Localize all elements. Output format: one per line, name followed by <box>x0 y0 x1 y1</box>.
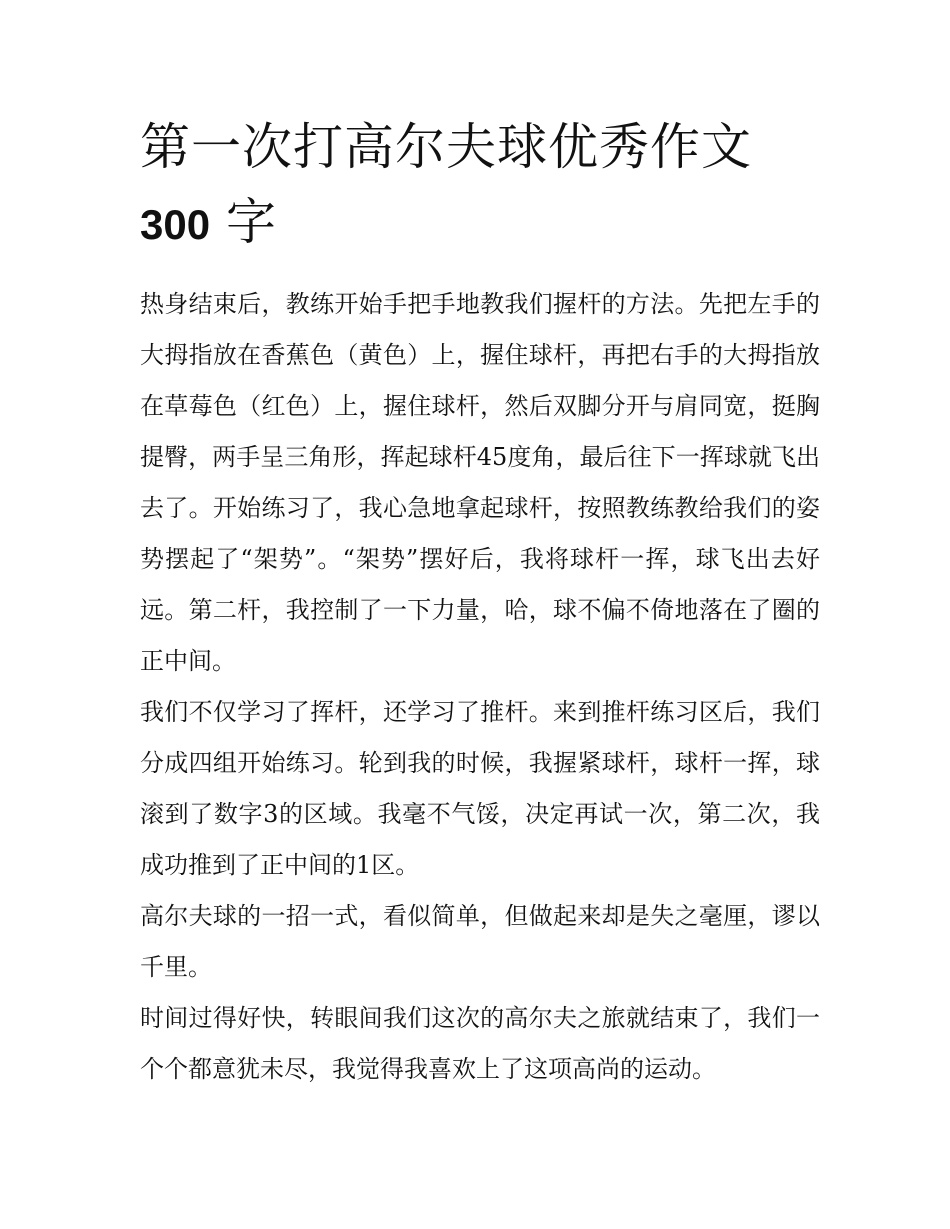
paragraph-3: 高尔夫球的一招一式，看似简单，但做起来却是失之毫厘，谬以千里。 <box>140 902 820 981</box>
title-word-count <box>140 182 820 265</box>
paragraph-1: 热身结束后，教练开始手把手地教我们握杆的方法。先把左手的大拇指放在香蕉色（黄色）上，握住球杆，再把右手的大拇指放在草莓色（红色）上，握住球杆，然后双脚分开与肩同宽，挺胸提臀，两手呈三角形，挥起球杆45度角，最后往下一挥球就飞出去了。开始练习了，我心急地拿起球杆，按照教练教给我们的姿势摆起了“架势”。“架势”摆好后，我将球杆一挥，球飞出去好远。第二杆，我控制了一下力量，哈，球不偏不倚地落在了圈的正中间。 <box>140 290 820 675</box>
paragraph-4: 时间过得好快，转眼间我们这次的高尔夫之旅就结束了，我们一个个都意犹未尽，我觉得我喜欢上了这项高尚的运动。 <box>140 1004 820 1083</box>
title-line: 第一次打高尔夫球优秀作文 <box>140 118 752 176</box>
article-body <box>140 112 820 1095</box>
article-title <box>140 112 820 265</box>
title-suffix: 字 <box>225 193 276 251</box>
paragraph-2: 我们不仅学习了挥杆，还学习了推杆。来到推杆练习区后，我们分成四组开始练习。轮到我的时候，我握紧球杆，球杆一挥，球滚到了数字3的区域。我毫不气馁，决定再试一次，第二次，我成功推到了正中间的1区。 <box>140 698 820 879</box>
title-number: 300 <box>140 201 211 248</box>
